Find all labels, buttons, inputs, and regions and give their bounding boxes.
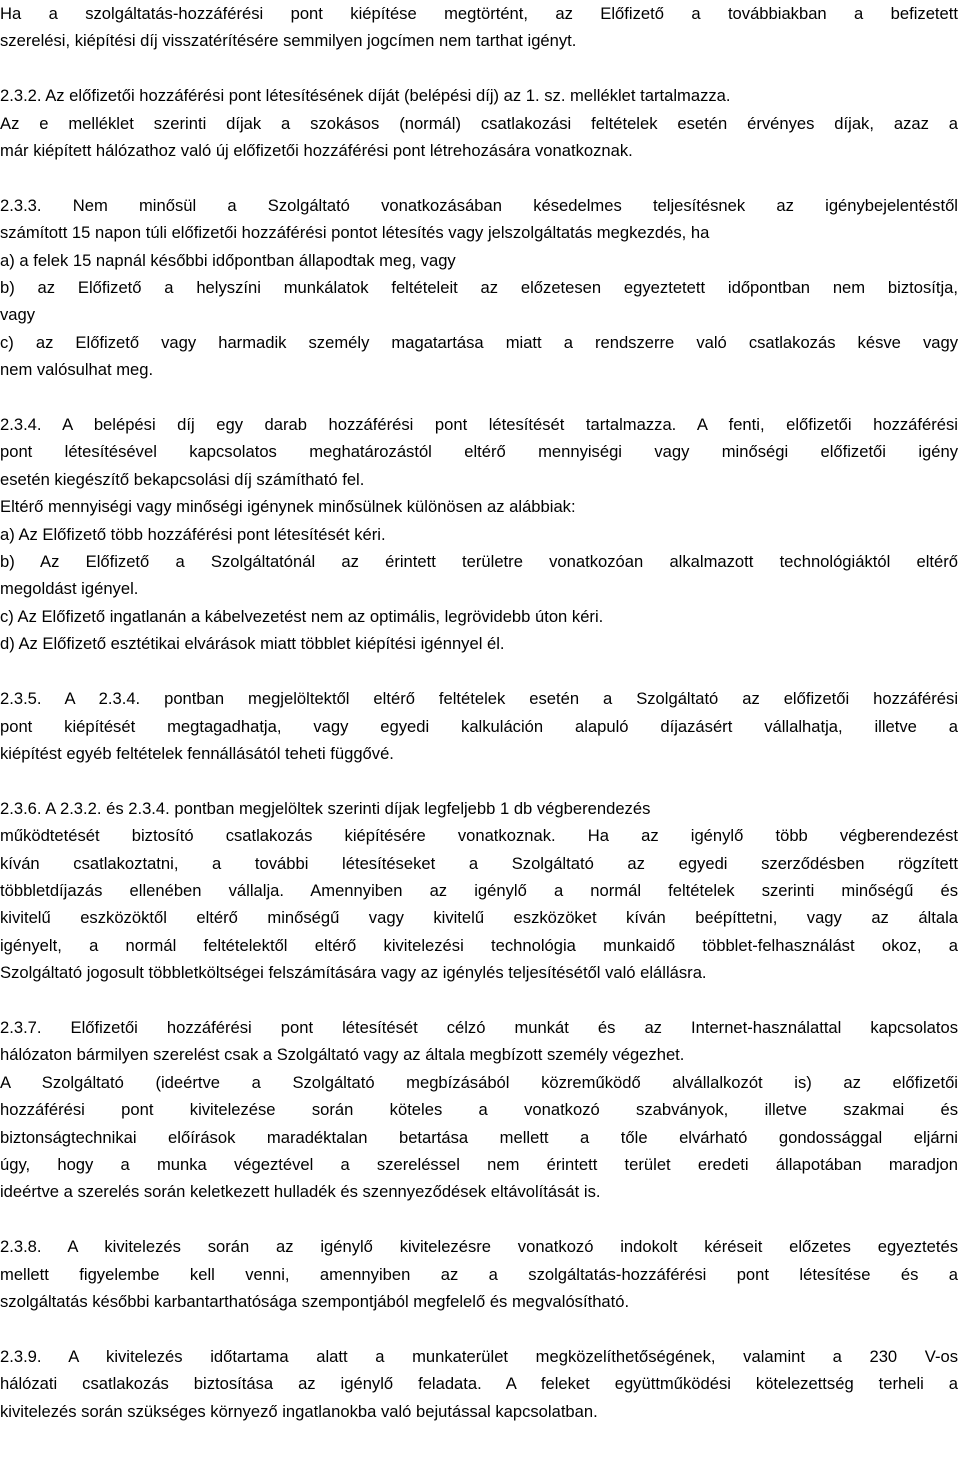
text-line: pont létesítésével kapcsolatos meghatározástól eltérő mennyiségi vagy minőségi előfizetői igény [0,442,958,462]
paragraph-2-3-4 [0,411,958,658]
text-line: számított 15 napon túli előfizetői hozzáférési pontot létesítés vagy jelszolgáltatás megkezdés, ha [0,223,710,243]
text-line: kíván csatlakoztatni, a további létesítéseket a Szolgáltató az egyedi szerződésben rögzített [0,853,958,873]
text-line: kivitelű eszközöktől eltérő minőségű vagy kivitelű eszközöket kíván beépíttetni, vagy az általa [0,908,958,928]
text-line: Ha a szolgáltatás-hozzáférési pont kiépítése megtörtént, az Előfizető a továbbiakban a befizetett [0,4,958,23]
paragraph-2-3-9 [0,1343,958,1425]
text-line: esetén kiegészítő bekapcsolási díj számítható fel. [0,469,365,489]
text-line: Az e melléklet szerinti díjak a szokásos (normál) csatlakozási feltételek esetén érvényes díjak, azaz a [0,113,958,133]
text-line: nem valósulhat meg. [0,360,154,380]
text-line: vagy [0,305,36,325]
text-line: 2.3.9. A kivitelezés időtartama alatt a munkaterület megközelíthetőségének, valamint a 230 V-os [0,1346,958,1366]
paragraph-2-3-7 [0,1014,958,1206]
text-line: c) az Előfizető vagy harmadik személy magatartása miatt a rendszerre való csatlakozás késve vagy [0,332,958,352]
paragraph-2-3-8 [0,1233,958,1315]
text-line: 2.3.3. Nem minősül a Szolgáltató vonatkozásában késedelmes teljesítésnek az igénybejelentéstől [0,195,958,215]
text-line: a) a felek 15 napnál későbbi időpontban állapodtak meg, vagy [0,250,456,270]
text-line: 2.3.7. Előfizetői hozzáférési pont létesítését célzó munkát és az Internet-használattal kapcsolatos [0,1017,958,1037]
text-line: szerelési, kiépítési díj visszatérítésére semmilyen jogcímen nem tarthat igényt. [0,31,577,51]
text-line: ideértve a szerelés során keletkezett hulladék és szennyeződések eltávolítását is. [0,1182,601,1202]
text-line: c) Az Előfizető ingatlanán a kábelvezetést nem az optimális, legrövidebb úton kéri. [0,606,604,626]
text-line: működtetését biztosító csatlakozás kiépítésére vonatkoznak. Ha az igénylő több végberendezést [0,826,958,846]
text-line: b) Az Előfizető a Szolgáltatónál az érintett területre vonatkozóan alkalmazott technológiáktól eltérő [0,552,958,572]
text-line: kiépítést egyéb feltételek fennállásától teheti függővé. [0,743,394,763]
text-line: többletdíjazás ellenében vállalja. Amennyiben az igénylő a normál feltételek szerinti minőségű és [0,880,958,900]
paragraph-2-3-3 [0,192,958,384]
text-line: 2.3.8. A kivitelezés során az igénylő kivitelezésre vonatkozó indokolt kéréseit előzetes egyeztetés [0,1237,958,1257]
paragraph-2-3-2 [0,82,958,164]
text-line: Eltérő mennyiségi vagy minőségi igénynek minősülnek különösen az alábbiak: [0,497,576,517]
text-line: 2.3.6. A 2.3.2. és 2.3.4. pontban megjelöltek szerinti díjak legfeljebb 1 db végberendezés [0,798,651,818]
text-line: megoldást igényel. [0,579,139,599]
text-line: A Szolgáltató (ideértve a Szolgáltató megbízásából közreműködő alvállalkozót is) az előfizetői [0,1072,958,1092]
text-line: hozzáférési pont kivitelezése során köteles a vonatkozó szabványok, illetve szakmai és [0,1100,958,1120]
text-line: már kiépített hálózathoz való új előfizetői hozzáférési pont létrehozására vonatkoznak. [0,141,633,161]
paragraph-2-3-5 [0,685,958,767]
text-line: pont kiépítését megtagadhatja, vagy egyedi kalkuláción alapuló díjazásért vállalhatja, illetve a [0,716,958,736]
text-line: 2.3.2. Az előfizetői hozzáférési pont létesítésének díját (belépési díj) az 1. sz. melléklet tartalmazza. [0,86,731,106]
text-line: 2.3.4. A belépési díj egy darab hozzáférési pont létesítését tartalmazza. A fenti, előfizetői hozzáférési [0,415,958,435]
text-line: hálózaton bármilyen szerelést csak a Szolgáltató vagy az általa megbízott személy végezhet. [0,1045,685,1065]
text-line: a) Az Előfizető több hozzáférési pont létesítését kéri. [0,524,386,544]
text-line: úgy, hogy a munka végeztével a szereléssel nem érintett terület eredeti állapotában maradjon [0,1154,958,1174]
text-line: 2.3.5. A 2.3.4. pontban megjelöltektől eltérő feltételek esetén a Szolgáltató az előfizetői hozzáférési [0,689,958,709]
text-line: b) az Előfizető a helyszíni munkálatok feltételeit az előzetesen egyeztetett időpontban nem biztosítja, [0,278,958,298]
paragraph-intro [0,0,958,55]
text-line: kivitelezés során szükséges környező ingatlanokba való bejutással kapcsolatban. [0,1401,598,1421]
text-line: igényelt, a normál feltételektől eltérő kivitelezési technológia munkaidő többlet-felhasználást okoz, a [0,935,958,955]
text-line: mellett figyelembe kell venni, amennyiben az a szolgáltatás-hozzáférési pont létesítése és a [0,1264,958,1284]
paragraph-2-3-6 [0,795,958,987]
text-line: d) Az Előfizető esztétikai elvárások miatt többlet kiépítési igénnyel él. [0,634,505,654]
text-line: hálózati csatlakozás biztosítása az igénylő feladata. A feleket együttműködési kötelezettség terheli a [0,1374,958,1394]
text-line: biztonságtechnikai előírások maradéktalan betartása mellett a tőle elvárható gondossággal eljárni [0,1127,958,1147]
text-line: Szolgáltató jogosult többletköltségei felszámítására vagy az igénylés teljesítésétől való elállásra. [0,963,707,983]
text-line: szolgáltatás későbbi karbantarthatósága szempontjából megfelelő és megvalósítható. [0,1291,630,1311]
